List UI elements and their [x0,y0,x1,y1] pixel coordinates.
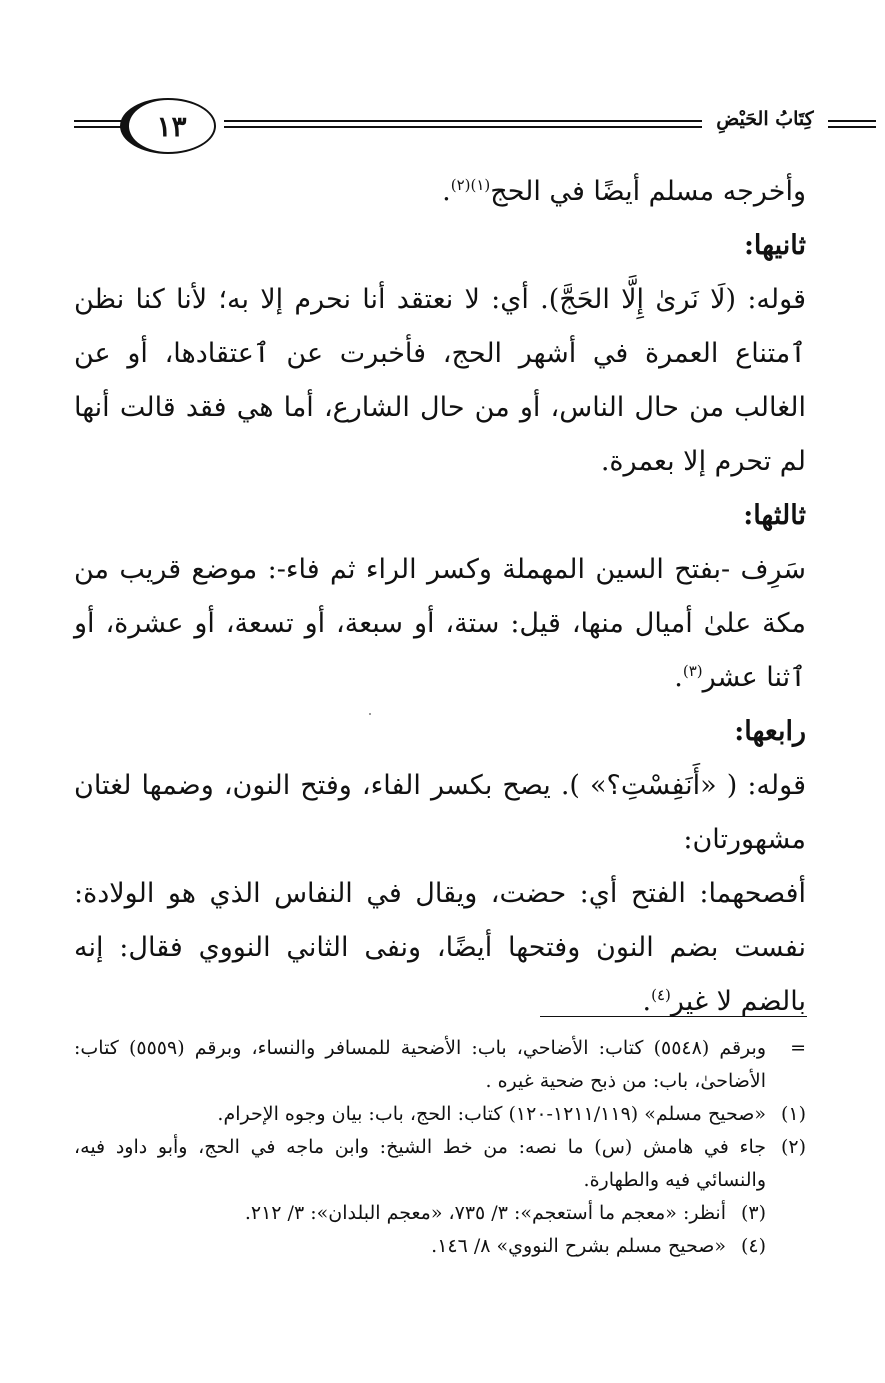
header-rule [828,120,876,122]
footnote-text: وبرقم (٥٥٤٨) كتاب: الأضاحي، باب: الأضحية للمسافر والنساء، وبرقم (٥٥٥٩) كتاب: الأضاحىٰ، باب: من ذبح ضحية غيره . [74,1037,767,1092]
footnote-mark: (١) [780,1103,806,1125]
footnote [74,1131,806,1197]
footnote-ref: (٣) [682,662,703,680]
running-title: كِتَابُ الحَيْضِ [716,108,814,130]
page-header [74,98,814,158]
section-heading: رابعها: [734,716,806,747]
section-heading: ثانيها: [743,230,806,261]
section-heading: ثالثها: [743,500,806,531]
paragraph-text: سَرِف -بفتح السين المهملة وكسر الراء ثم فاء-: موضع قريب من مكة علىٰ أميال منها، قيل: ستة، أو سبعة، أو تسعة، أو عشرة، أو ٱثنا عشر [74,554,806,693]
header-rule [828,126,876,128]
main-text [74,165,806,1029]
footnote-mark: (٢) [780,1136,806,1158]
footnote-ref: (٤) [651,986,671,1004]
footnote-text: جاء في هامش (س) ما نصه: من خط الشيخ: وابن ماجه في الحج، وأبو داود فيه، والنسائي فيه والطهارة. [74,1136,766,1191]
paragraph: قوله: (لَا نَرىٰ إِلَّا الحَجَّ). أي: لا نعتقد أنا نحرم إلا به؛ لأنا كنا نظن ٱمتناع العمرة في أشهر الحج، فأخبرت عن ٱعتقادها، أو عن الغالب من حال الناس، أو من حال الشارع، أما هي فقد قالت أنها لم تحرم إلا بعمرة. [74,284,806,477]
footnote-mark: (٣) [740,1202,766,1224]
footnote-ref: (١)(٢) [450,176,491,194]
header-rule [224,126,702,128]
page-number: ١٣ [120,98,216,154]
footnote-text: أنظر: «معجم ما أستعجم»: ٣/ ٧٣٥، «معجم البلدان»: ٣/ ٢١٢. [244,1202,726,1224]
punctuation: . [674,662,683,693]
footnote-mark: = [790,1037,806,1059]
footnote-separator [540,1016,807,1017]
paragraph-text: وأخرجه مسلم أيضًا في الحج [490,176,806,207]
punctuation: . [642,986,652,1017]
footnotes [74,1032,806,1263]
paragraph: قوله: ( «أَنَفِسْتِ؟» ). يصح بكسر الفاء، وفتح النون، وضمها لغتان مشهورتان: [74,770,806,855]
paragraph-text: أفصحهما: الفتح أي: حضت، ويقال في النفاس الذي هو الولادة: نفست بضم النون وفتحها أيضًا، ونفى الثاني النووي فقال: إنه بالضم لا غير [74,878,806,1017]
footnote-text: «صحيح مسلم» (١٢١١/١١٩-١٢٠) كتاب: الحج، باب: بيان وجوه الإحرام. [217,1103,766,1125]
punctuation: . [442,176,451,207]
footnote [74,1098,806,1131]
footnote [74,1032,806,1098]
paragraph [74,165,806,219]
stray-mark [369,713,371,715]
footnote [74,1197,806,1230]
paragraph [74,867,806,1029]
header-rule [224,120,702,122]
footnote-mark: (٤) [740,1235,766,1257]
footnote-text: «صحيح مسلم بشرح النووي» ٨/ ١٤٦. [431,1235,726,1257]
footnote [74,1230,806,1263]
paragraph [74,543,806,705]
